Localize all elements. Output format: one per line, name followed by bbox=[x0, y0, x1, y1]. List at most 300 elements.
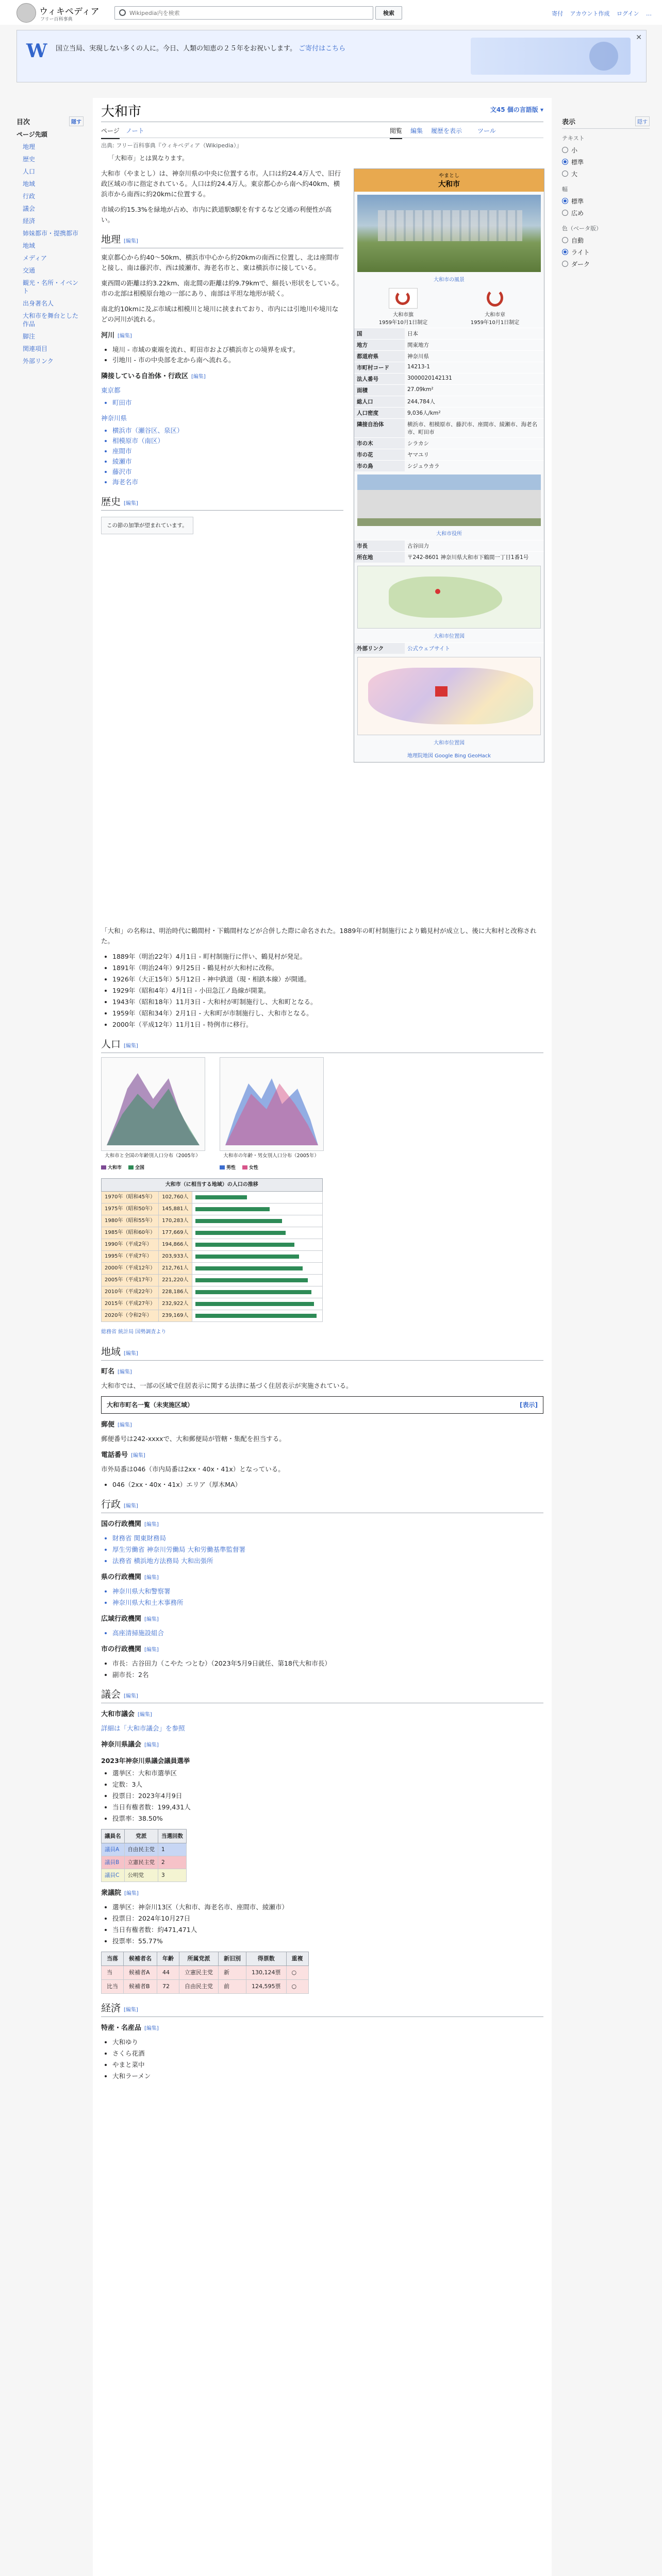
table-header: 議員名 bbox=[102, 1829, 125, 1843]
adjacent-kanagawa-list bbox=[101, 426, 343, 487]
edit-link[interactable]: [編集] bbox=[124, 1043, 138, 1049]
edit-link[interactable]: [編集] bbox=[124, 1503, 138, 1509]
pop-bar bbox=[195, 1207, 270, 1211]
list-item[interactable]: • 法務省 横浜地方法務局 大和出張所 bbox=[112, 1556, 543, 1566]
city-symbols bbox=[354, 286, 544, 328]
national-list bbox=[101, 1533, 543, 1566]
list-item[interactable]: • 藤沢市 bbox=[112, 467, 343, 477]
list-item[interactable]: • 高座清掃施設組合 bbox=[112, 1628, 543, 1638]
pop-bar-cell bbox=[192, 1239, 322, 1251]
close-icon[interactable]: ✕ bbox=[636, 33, 642, 42]
tab-tools[interactable]: ツール bbox=[477, 127, 496, 134]
member-party: 自由民主党 bbox=[124, 1843, 158, 1856]
pyramid-caption: 大和市の年齢・男女別人口分布（2005年） bbox=[223, 1153, 319, 1159]
appearance-panel bbox=[562, 116, 650, 270]
full-width-content bbox=[101, 926, 543, 2087]
lead-paragraph: 大和市（やまとし）は、神奈川県の中央に位置する市。人口は約24.4万人で、旧行政区域の市に指定されている。人口は約24.4万人。東京都心から南へ約40km、横浜市から南西に約20kmに位置する。 bbox=[101, 170, 341, 198]
list-item: • さくら花酒 bbox=[112, 2048, 543, 2059]
town-text: 大和市では、一部の区域で住居表示に関する法律に基づく住居表示が実施されている。 bbox=[101, 1382, 353, 1389]
table-header: 新旧別 bbox=[219, 1952, 246, 1966]
toc-item[interactable]: 出身著名人 bbox=[23, 300, 54, 307]
list-item: • 大和ゆり bbox=[112, 2037, 543, 2047]
population-source[interactable]: 総務省 統計局 国勢調査より bbox=[101, 1329, 167, 1335]
list-item: • 投票日：2024年10月27日 bbox=[112, 1913, 543, 1924]
list-item[interactable]: • 町田市 bbox=[112, 398, 343, 408]
pop-bar bbox=[195, 1195, 247, 1199]
toc-item[interactable]: メディア bbox=[23, 255, 47, 262]
list-item: • 投票率：55.77% bbox=[112, 1936, 543, 1946]
shugiin-list bbox=[101, 1902, 543, 1946]
edit-link[interactable]: [編集] bbox=[124, 1891, 139, 1896]
subsection-city: 市の行政機関 [編集] bbox=[101, 1646, 159, 1653]
photo-caption: 大和市の風景 bbox=[434, 277, 465, 283]
subsection-postal: 郵便 [編集] bbox=[101, 1421, 132, 1429]
pop-value: 228,186人 bbox=[159, 1286, 192, 1298]
table-row bbox=[102, 1966, 309, 1980]
member-name[interactable]: 議員A bbox=[102, 1843, 125, 1856]
site-name[interactable]: ウィキペディア bbox=[39, 7, 100, 17]
infobox-row bbox=[354, 438, 544, 449]
pyramid-caption: 大和市と全国の年齢別人口分布（2005年） bbox=[105, 1153, 201, 1159]
adjacent-tokyo-label[interactable]: 東京都 bbox=[101, 386, 121, 394]
infobox-key: 総人口 bbox=[354, 396, 405, 408]
pop-bar bbox=[195, 1290, 312, 1294]
infobox-value: 3000020142131 bbox=[405, 374, 544, 385]
section-government: 行政 [編集] bbox=[101, 1499, 543, 1513]
create-account-link[interactable]: アカウント作成 bbox=[570, 10, 610, 17]
pop-year: 1980年（昭和55年） bbox=[102, 1215, 159, 1227]
width-standard[interactable]: 標準 bbox=[562, 195, 650, 207]
search-input[interactable] bbox=[128, 8, 347, 18]
pop-value: 170,283人 bbox=[159, 1215, 192, 1227]
toc-item[interactable]: 人口 bbox=[23, 168, 36, 175]
phone-text: 市外局番は046（市内局番は2xx・40x・41x）となっている。 bbox=[101, 1465, 285, 1473]
list-item[interactable]: • 綾瀬市 bbox=[112, 456, 343, 467]
pop-value: 102,760人 bbox=[159, 1192, 192, 1204]
toc-item[interactable]: 交通 bbox=[23, 267, 36, 274]
edit-link[interactable]: [編集] bbox=[118, 1422, 132, 1428]
pop-bar bbox=[195, 1243, 294, 1247]
wikipedia-logo-icon[interactable] bbox=[16, 3, 36, 23]
table-header: 当選回数 bbox=[158, 1829, 187, 1843]
pyramid-chart-1 bbox=[101, 1057, 205, 1173]
pop-year: 2020年（令和2年） bbox=[102, 1310, 159, 1322]
infobox-value: 関東地方 bbox=[405, 340, 544, 351]
phone-list bbox=[101, 1480, 543, 1490]
banner-text: 国立当局、実現しない多くの人に。今日、人類の知恵の２５年をお祝いします。 ご寄付はこちら bbox=[56, 45, 346, 53]
radio-icon bbox=[562, 171, 568, 177]
search-button[interactable]: 検索 bbox=[375, 6, 402, 20]
pop-bar-cell bbox=[192, 1251, 322, 1263]
list-item: • 選挙区：神奈川13区（大和市、海老名市、座間市、綾瀬市） bbox=[112, 1902, 543, 1912]
site-header bbox=[0, 0, 662, 25]
infobox-key: 所在地 bbox=[354, 552, 405, 563]
member-name[interactable]: 議員C bbox=[102, 1869, 125, 1882]
history-item: • 2000年（平成12年）11月1日 - 特例市に移行。 bbox=[112, 1020, 543, 1030]
table-header: 当落 bbox=[102, 1952, 124, 1966]
radio-icon bbox=[562, 261, 568, 267]
legend-swatch bbox=[220, 1165, 225, 1170]
toc-item[interactable]: 議会 bbox=[23, 205, 36, 212]
list-item[interactable]: • 財務省 関東財務局 bbox=[112, 1533, 543, 1544]
subsection-rivers: 河川 [編集] bbox=[101, 332, 132, 340]
history-list bbox=[101, 952, 543, 1030]
pop-value: 177,669人 bbox=[159, 1227, 192, 1239]
infobox-row bbox=[354, 385, 544, 396]
population-table bbox=[101, 1178, 323, 1322]
official-website-link[interactable]: 公式ウェブサイト bbox=[405, 643, 544, 654]
pop-value: 221,220人 bbox=[159, 1275, 192, 1286]
city-emblem bbox=[454, 288, 536, 326]
infobox-key: 外部リンク bbox=[354, 643, 405, 654]
table-row bbox=[102, 1869, 187, 1882]
adjacent-tokyo-list bbox=[101, 398, 343, 408]
donate-link[interactable]: 寄付 bbox=[552, 10, 564, 17]
tab-page[interactable]: ページ bbox=[101, 126, 120, 139]
table-header: 所属党派 bbox=[179, 1952, 219, 1966]
radio-icon bbox=[562, 147, 568, 153]
pop-bar-cell bbox=[192, 1227, 322, 1239]
radio-selected-icon bbox=[562, 159, 568, 165]
infobox-key: 市の木 bbox=[354, 438, 405, 449]
infobox-row bbox=[354, 540, 544, 552]
color-label: 色（ベータ版） bbox=[562, 225, 602, 232]
radio-icon bbox=[562, 237, 568, 243]
appearance-hide-button[interactable]: 隠す bbox=[635, 116, 650, 126]
infobox-row bbox=[354, 340, 544, 351]
population-charts bbox=[101, 1057, 543, 1173]
infobox-key: 市の花 bbox=[354, 449, 405, 461]
tab-edit[interactable]: 編集 bbox=[410, 127, 423, 134]
edit-link[interactable]: [編集] bbox=[118, 333, 132, 339]
toc-item[interactable]: 地域 bbox=[23, 242, 36, 249]
table-row bbox=[102, 1286, 323, 1298]
map-caption: 大和市位置図 bbox=[434, 634, 465, 639]
pref-list bbox=[101, 1586, 543, 1608]
map-links[interactable]: 地理院地図 Google Bing GeoHack bbox=[407, 753, 491, 759]
text-size-small[interactable]: 小 bbox=[562, 144, 650, 156]
section-history: 歴史 [編集] bbox=[101, 497, 343, 511]
pop-value: 212,761人 bbox=[159, 1263, 192, 1275]
table-of-contents bbox=[16, 116, 84, 367]
table-row bbox=[102, 1239, 323, 1251]
edit-link[interactable]: [編集] bbox=[144, 1647, 159, 1653]
edit-link[interactable]: [編集] bbox=[124, 501, 138, 506]
tab-history[interactable]: 履歴を表示 bbox=[431, 127, 462, 134]
edit-link[interactable]: [編集] bbox=[191, 374, 206, 380]
table-row bbox=[102, 1310, 323, 1322]
position-map[interactable] bbox=[357, 657, 541, 735]
candidate-dup: ○ bbox=[286, 1980, 308, 1994]
pyramid-graphic[interactable] bbox=[101, 1057, 205, 1151]
expand-notice: この節の加筆が望まれています。 bbox=[101, 517, 193, 534]
subsection-shugiin: 衆議院 [編集] bbox=[101, 1889, 139, 1897]
infobox-key: 国 bbox=[354, 328, 405, 340]
edit-link[interactable]: [編集] bbox=[124, 239, 138, 244]
pop-bar-cell bbox=[192, 1263, 322, 1275]
width-label: 幅 bbox=[562, 186, 568, 193]
toc-item[interactable]: 経済 bbox=[23, 217, 36, 225]
infobox-row bbox=[354, 351, 544, 362]
personal-tools bbox=[547, 9, 652, 18]
toc-item[interactable]: 関連項目 bbox=[23, 345, 48, 352]
infobox-key: 市の鳥 bbox=[354, 461, 405, 472]
legend: 男性 女性 bbox=[220, 1163, 324, 1173]
infobox-key: 都道府県 bbox=[354, 351, 405, 362]
candidate-votes: 130,124票 bbox=[246, 1966, 287, 1980]
history-item: • 1891年（明治24年）9月25日 - 鶴見村が大和村に改称。 bbox=[112, 963, 543, 973]
flag-icon[interactable] bbox=[389, 288, 418, 309]
pop-bar bbox=[195, 1219, 282, 1223]
geo-paragraph: 南北約10kmに及ぶ市域は相模川と境川に挟まれており、市内には引地川や境川などの河川が流れる。 bbox=[101, 305, 339, 323]
toc-item[interactable]: ページ先頭 bbox=[16, 131, 47, 138]
radio-selected-icon bbox=[562, 249, 568, 255]
table-row bbox=[102, 1856, 187, 1869]
infobox-row bbox=[354, 643, 544, 654]
login-link[interactable]: ログイン bbox=[617, 10, 639, 17]
city-office-photo[interactable] bbox=[357, 474, 541, 526]
site-tagline: フリー百科事典 bbox=[40, 17, 73, 22]
toc-title: 目次 隠す bbox=[16, 116, 84, 126]
pop-bar-cell bbox=[192, 1310, 322, 1322]
table-row bbox=[102, 1204, 323, 1215]
pop-bar bbox=[195, 1314, 317, 1318]
text-size-large[interactable]: 大 bbox=[562, 168, 650, 180]
candidate-age: 44 bbox=[157, 1966, 179, 1980]
subsection-wide: 広域行政機関 [編集] bbox=[101, 1615, 159, 1623]
infobox-key: 地方 bbox=[354, 340, 405, 351]
city-photo[interactable] bbox=[357, 195, 541, 272]
location-map[interactable] bbox=[357, 566, 541, 629]
rivers-list bbox=[101, 345, 343, 365]
list-item: • 大和ラーメン bbox=[112, 2071, 543, 2081]
edit-link[interactable]: [編集] bbox=[138, 1712, 152, 1718]
list-item[interactable]: • 海老名市 bbox=[112, 477, 343, 487]
edit-link[interactable]: [編集] bbox=[144, 2026, 159, 2031]
table-header: 重複 bbox=[286, 1952, 308, 1966]
tab-read[interactable]: 閲覧 bbox=[390, 126, 402, 139]
table-row bbox=[102, 1275, 323, 1286]
candidate-votes: 124,595票 bbox=[246, 1980, 287, 1994]
shugiin-table bbox=[101, 1952, 309, 1994]
table-row bbox=[102, 1263, 323, 1275]
banner-donate-link[interactable]: ご寄付はこちら bbox=[299, 45, 346, 53]
table-header: 年齢 bbox=[157, 1952, 179, 1966]
infobox-row bbox=[354, 374, 544, 385]
candidate-age: 72 bbox=[157, 1980, 179, 1994]
candidate-dup: ○ bbox=[286, 1966, 308, 1980]
flag-caption: 大和市旗 1959年10月1日制定 bbox=[378, 312, 428, 326]
pop-bar bbox=[195, 1302, 314, 1306]
infobox-value: 日本 bbox=[405, 328, 544, 340]
list-item: • やまと菜中 bbox=[112, 2060, 543, 2070]
donation-banner bbox=[16, 30, 647, 82]
toc-item[interactable]: 脚注 bbox=[23, 333, 36, 340]
pop-bar bbox=[195, 1278, 308, 1282]
text-size-label: テキスト bbox=[562, 135, 585, 142]
history-item: • 1889年（明治22年）4月1日 - 町村制施行に伴い、鶴見村が発足。 bbox=[112, 952, 543, 962]
pop-bar bbox=[195, 1266, 303, 1270]
show-toggle[interactable]: [表示] bbox=[520, 1401, 538, 1409]
page-tabs bbox=[101, 122, 543, 138]
infobox-value: 〒242-8601 神奈川県大和市下鶴間一丁目1番1号 bbox=[405, 552, 544, 563]
pop-value: 145,881人 bbox=[159, 1204, 192, 1215]
toc-item[interactable]: 姉妹都市・提携都市 bbox=[23, 230, 79, 237]
section-economy: 経済 [編集] bbox=[101, 2003, 543, 2017]
tab-talk[interactable]: ノート bbox=[126, 127, 144, 134]
infobox bbox=[354, 168, 544, 762]
language-button[interactable]: 文45 個の言語版 ▾ bbox=[490, 106, 543, 113]
list-item[interactable]: • 横浜市（瀬谷区、泉区） bbox=[112, 426, 343, 436]
pop-year: 2000年（平成12年） bbox=[102, 1263, 159, 1275]
list-item[interactable]: • 神奈川県大和警察署 bbox=[112, 1586, 543, 1597]
edit-link[interactable]: [編集] bbox=[124, 1693, 138, 1699]
color-dark[interactable]: ダーク bbox=[562, 258, 650, 270]
history-item: • 1959年（昭和34年）2月1日 - 大和町が市制施行し、大和市となる。 bbox=[112, 1008, 543, 1019]
infobox-key: 人口密度 bbox=[354, 408, 405, 419]
wide-list bbox=[101, 1628, 543, 1638]
color-light[interactable]: ライト bbox=[562, 246, 650, 258]
candidate-name[interactable]: 候補者A bbox=[124, 1966, 157, 1980]
member-term: 2 bbox=[158, 1856, 187, 1869]
legend-swatch bbox=[128, 1165, 134, 1170]
toc-item[interactable]: 観光・名所・イベント bbox=[23, 279, 79, 295]
legend: 大和市 全国 bbox=[101, 1163, 205, 1173]
list-item[interactable]: • 厚生労働省 神奈川労働局 大和労働基準監督署 bbox=[112, 1545, 543, 1555]
list-item: • 副市長：2名 bbox=[112, 1670, 543, 1680]
search-icon bbox=[119, 9, 126, 16]
infobox-row bbox=[354, 419, 544, 438]
legend-swatch bbox=[242, 1165, 247, 1170]
lead-column bbox=[101, 168, 343, 538]
pop-value: 203,933人 bbox=[159, 1251, 192, 1263]
banner-graphic bbox=[471, 38, 631, 75]
pop-year: 1990年（平成2年） bbox=[102, 1239, 159, 1251]
infobox-value: 244,784人 bbox=[405, 396, 544, 408]
infobox-key: 市長 bbox=[354, 540, 405, 552]
toc-item[interactable]: 行政 bbox=[23, 193, 36, 200]
list-item: • 当日有権者数：199,431人 bbox=[112, 1802, 543, 1812]
pref-assembly-election: 2023年神奈川県議会議員選挙 bbox=[101, 1757, 190, 1765]
member-party: 公明党 bbox=[124, 1869, 158, 1882]
text-size-standard[interactable]: 標準 bbox=[562, 156, 650, 168]
history-item: • 1929年（昭和4年）4月1日 - 小田急江ノ島線が開業。 bbox=[112, 986, 543, 996]
adjacent-kanagawa-label[interactable]: 神奈川県 bbox=[101, 414, 127, 422]
pop-bar-cell bbox=[192, 1298, 322, 1310]
list-item[interactable]: • 神奈川県大和土木事務所 bbox=[112, 1598, 543, 1608]
edit-link[interactable]: [編集] bbox=[144, 1742, 159, 1748]
list-item[interactable]: • 相模原市（南区） bbox=[112, 436, 343, 446]
geo-paragraph: 東京都心から約40〜50km、横浜市中心から約20kmの南西に位置し、北は座間市と接し、南は藤沢市、西は綾瀬市、海老名市と、東は横浜市に接している。 bbox=[101, 253, 339, 272]
infobox-table bbox=[354, 328, 544, 471]
edit-link[interactable]: [編集] bbox=[118, 1369, 132, 1375]
list-item[interactable]: • 座間市 bbox=[112, 446, 343, 456]
color-auto[interactable]: 自動 bbox=[562, 234, 650, 246]
city-assembly-link[interactable]: 詳細は「大和市議会」を参照 bbox=[101, 1724, 185, 1732]
toc-item[interactable]: 地理 bbox=[23, 143, 36, 150]
infobox-value: 14213-1 bbox=[405, 362, 544, 374]
pop-year: 1975年（昭和50年） bbox=[102, 1204, 159, 1215]
edit-link[interactable]: [編集] bbox=[124, 2007, 138, 2013]
candidate-status: 新 bbox=[219, 1966, 246, 1980]
section-assembly: 議会 [編集] bbox=[101, 1689, 543, 1703]
infobox-key: 法人番号 bbox=[354, 374, 405, 385]
infobox-value: シジュウカラ bbox=[405, 461, 544, 472]
edit-link[interactable]: [編集] bbox=[124, 1351, 138, 1357]
toc-hide-button[interactable]: 隠す bbox=[69, 116, 84, 126]
subsection-national: 国の行政機関 [編集] bbox=[101, 1520, 159, 1528]
pop-bar-cell bbox=[192, 1215, 322, 1227]
infobox-value: 古谷田力 bbox=[405, 540, 544, 552]
table-header: 党派 bbox=[124, 1829, 158, 1843]
pyramid-svg bbox=[102, 1058, 205, 1150]
pop-bar-cell bbox=[192, 1286, 322, 1298]
town-list-collapsible: 大和市町名一覧（未実施区域） [表示] bbox=[101, 1396, 543, 1414]
history-item: • 1943年（昭和18年）11月3日 - 大和村が町制施行し、大和町となる。 bbox=[112, 997, 543, 1007]
postal-text: 郵便番号は242-xxxxで、大和郵便局が管轄・集配を担当する。 bbox=[101, 1435, 286, 1443]
list-item: • 当日有権者数：約471,471人 bbox=[112, 1925, 543, 1935]
toc-item[interactable]: 外部リンク bbox=[23, 358, 54, 365]
subsection-specialties: 特産・名産品 [編集] bbox=[101, 2024, 159, 2032]
city-list bbox=[101, 1658, 543, 1680]
list-item: • 定数：3人 bbox=[112, 1780, 543, 1790]
position-caption: 大和市位置図 bbox=[434, 740, 465, 746]
table-row bbox=[102, 1980, 309, 1994]
infobox-value: 27.09km² bbox=[405, 385, 544, 396]
member-name[interactable]: 議員B bbox=[102, 1856, 125, 1869]
toc-item[interactable]: 歴史 bbox=[23, 156, 36, 163]
infobox-value: 横浜市、相模原市、藤沢市、座間市、綾瀬市、海老名市、町田市 bbox=[405, 419, 544, 438]
pop-bar bbox=[195, 1255, 300, 1259]
pop-year: 2010年（平成22年） bbox=[102, 1286, 159, 1298]
office-caption: 大和市役所 bbox=[436, 531, 462, 537]
member-party: 立憲民主党 bbox=[124, 1856, 158, 1869]
edit-link[interactable]: [編集] bbox=[131, 1453, 145, 1459]
candidate-party: 自由民主党 bbox=[179, 1980, 219, 1994]
more-menu-icon[interactable]: … bbox=[646, 10, 652, 17]
infobox-row bbox=[354, 552, 544, 563]
subsection-city-assembly: 大和市議会 [編集] bbox=[101, 1710, 152, 1718]
emblem-icon[interactable] bbox=[485, 288, 505, 309]
edit-link[interactable]: [編集] bbox=[144, 1575, 159, 1581]
candidate-status: 前 bbox=[219, 1980, 246, 1994]
main-content bbox=[93, 98, 552, 2576]
edit-link[interactable]: [編集] bbox=[144, 1617, 159, 1622]
subsection-prefectural: 県の行政機関 [編集] bbox=[101, 1573, 159, 1581]
candidate-name[interactable]: 候補者B bbox=[124, 1980, 157, 1994]
appearance-title: 表示 隠す bbox=[562, 116, 650, 129]
width-wide[interactable]: 広め bbox=[562, 207, 650, 219]
section-population: 人口 [編集] bbox=[101, 1039, 543, 1053]
economy-list bbox=[101, 2037, 543, 2081]
section-region: 地域 [編集] bbox=[101, 1347, 543, 1361]
subsection-town: 町名 [編集] bbox=[101, 1368, 132, 1376]
candidate-result: 当 bbox=[102, 1966, 124, 1980]
infobox-row bbox=[354, 396, 544, 408]
lead-paragraph: 市域の約15.3%を緑地が占め、市内に鉄道駅8駅を有するなど交通の利便性が高い。 bbox=[101, 206, 332, 224]
council-table bbox=[101, 1829, 187, 1882]
pyramid-graphic[interactable] bbox=[220, 1057, 324, 1151]
infobox-header: やまとし 大和市 bbox=[354, 169, 544, 192]
search-box bbox=[114, 6, 373, 20]
list-item: • 選挙区：大和市選挙区 bbox=[112, 1768, 543, 1778]
toc-item[interactable]: 大和市を舞台とした作品 bbox=[23, 312, 79, 328]
radio-selected-icon bbox=[562, 198, 568, 204]
toc-item[interactable]: 地域 bbox=[23, 180, 36, 188]
subsection-pref-assembly: 神奈川県議会 [編集] bbox=[101, 1741, 159, 1749]
edit-link[interactable]: [編集] bbox=[144, 1522, 159, 1528]
pop-year: 1995年（平成7年） bbox=[102, 1251, 159, 1263]
